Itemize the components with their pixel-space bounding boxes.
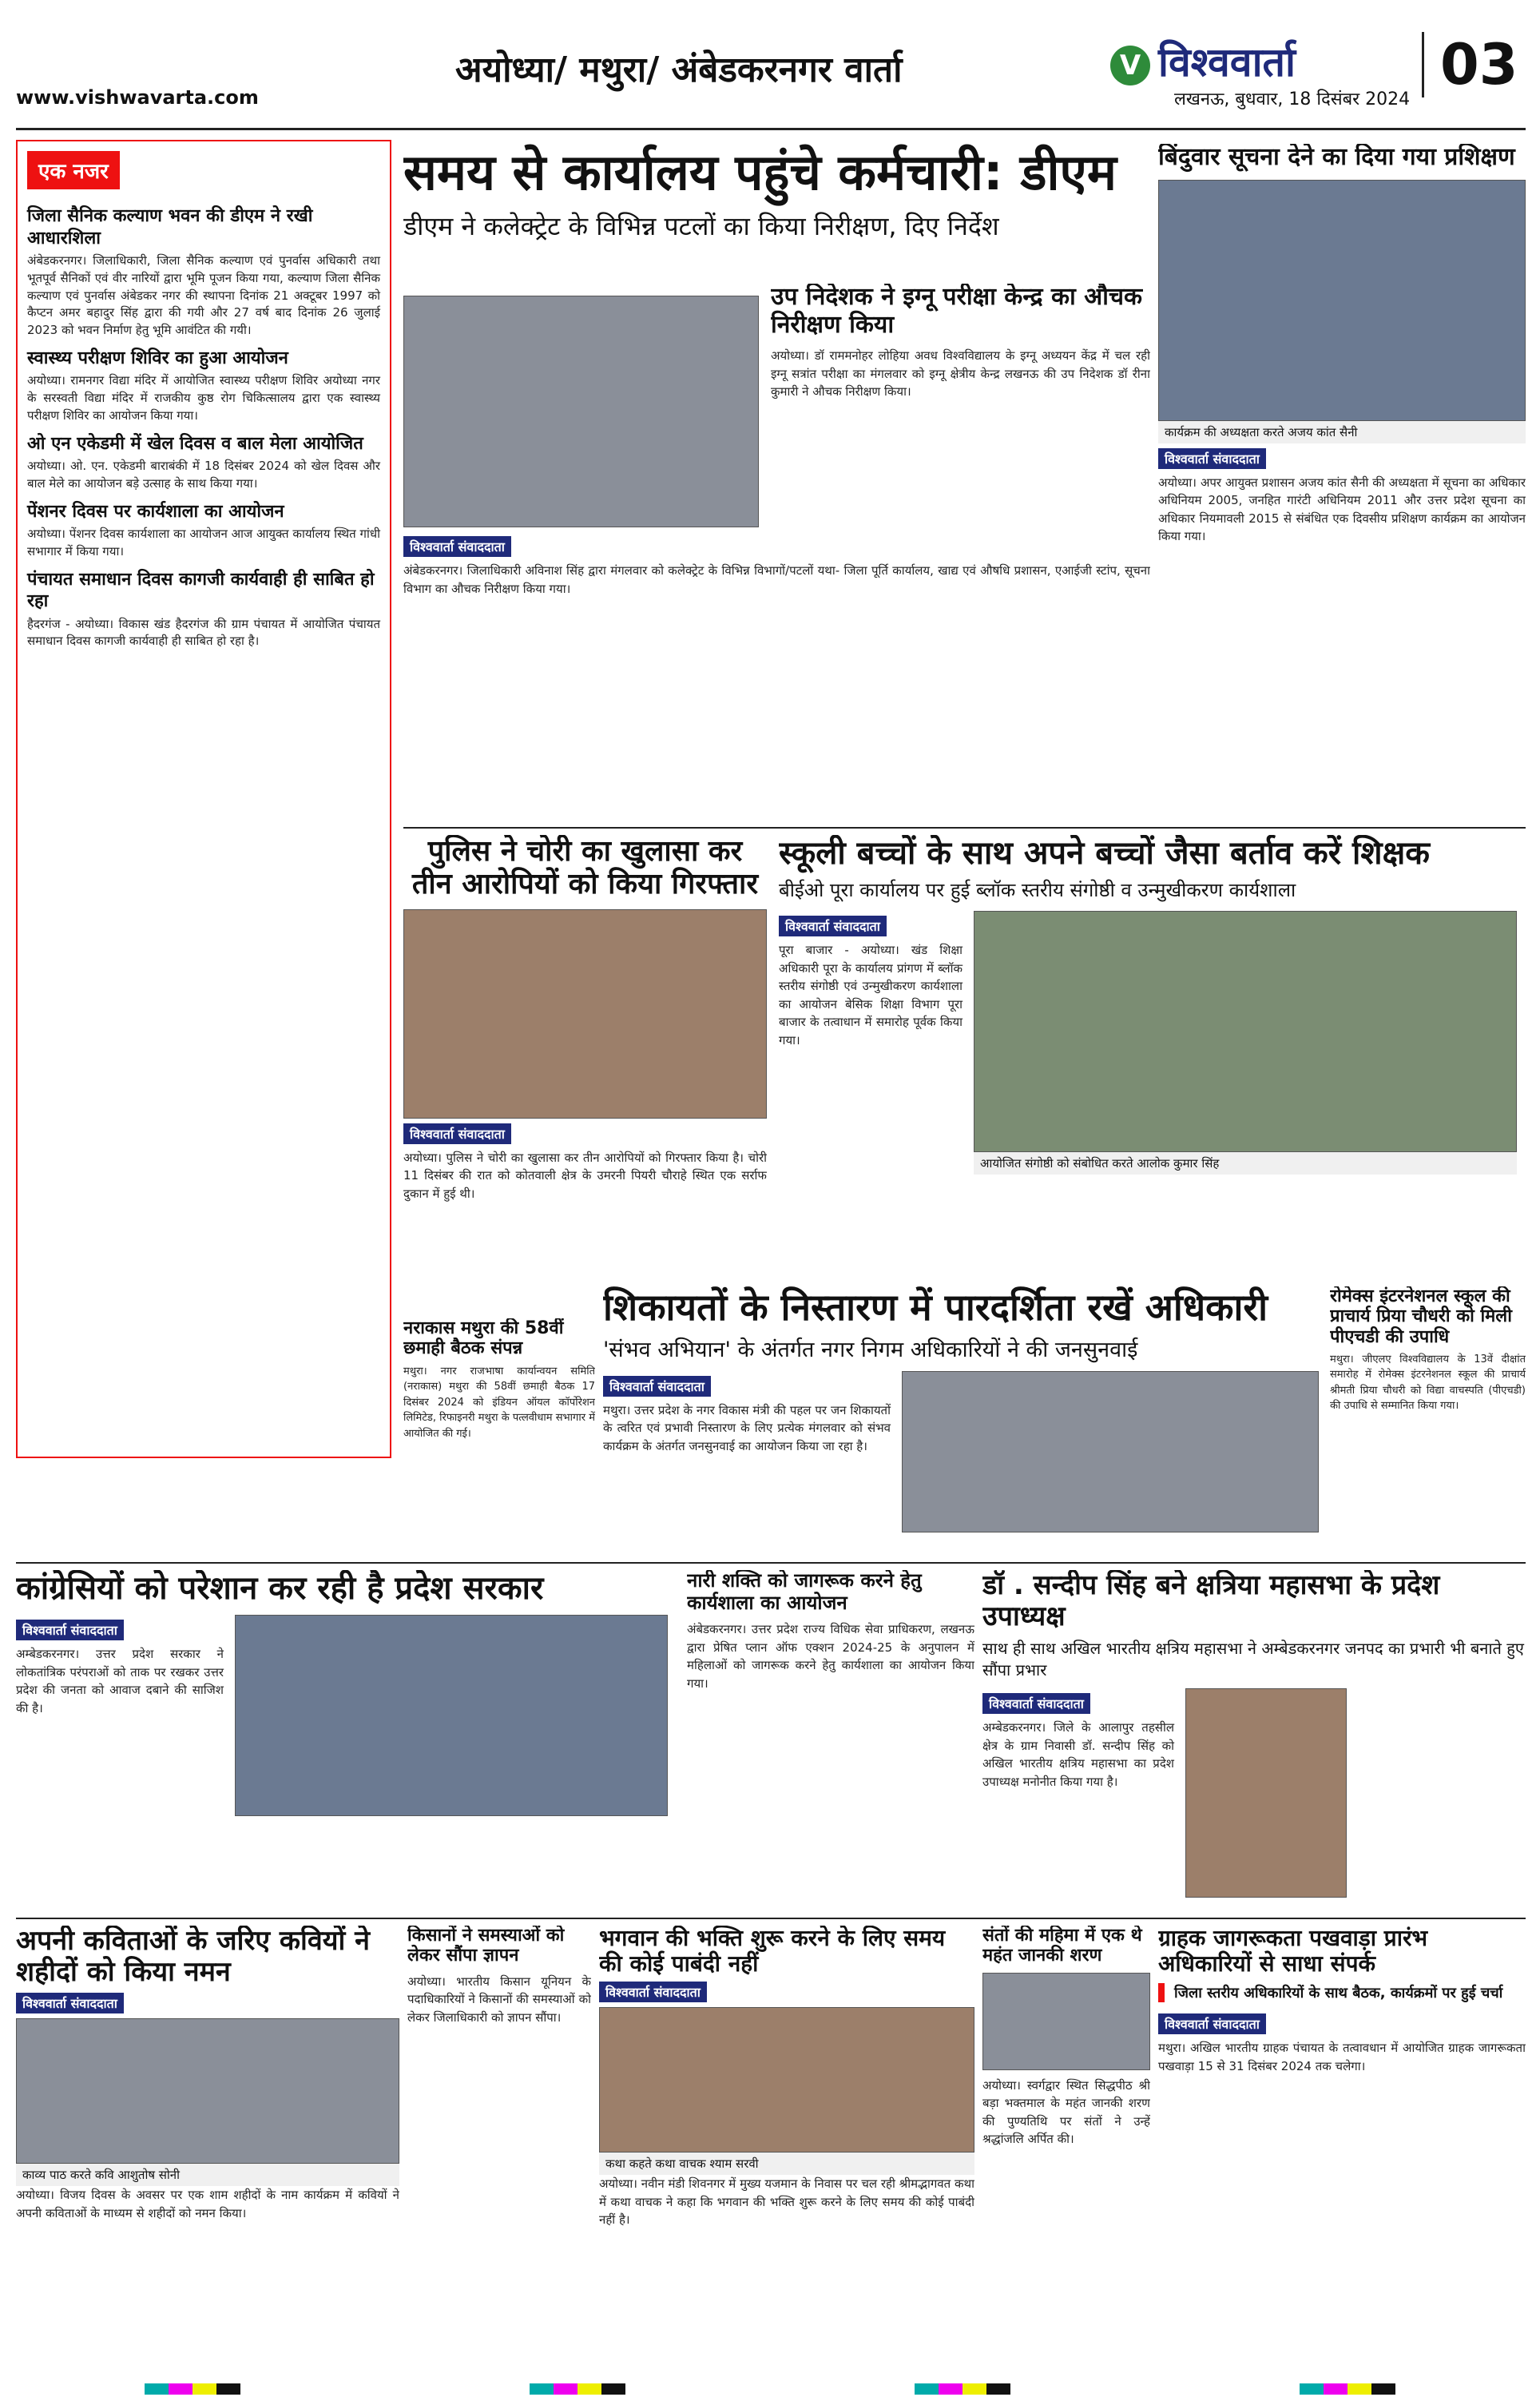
farmers-body: अयोध्या। भारतीय किसान यूनियन के पदाधिकारियों ने किसानों की समस्याओं को लेकर जिलाधिकारी को ज्ञापन सौंपा। <box>407 1974 591 2025</box>
lead-photo <box>403 296 759 527</box>
sidebar-tag: एक नजर <box>27 151 120 189</box>
saint-photo <box>982 1973 1150 2070</box>
congress-headline: कांग्रेसियों को परेशान कर रही है प्रदेश सरकार <box>16 1570 544 1607</box>
brief-body: अयोध्या। रामनगर विद्या मंदिर में आयोजित स्वास्थ्य परीक्षण शिविर अयोध्या नगर के सरस्वती विद्या मंदिर में राजकीय कुष्ठ रोग चिकित्सालय द्वारा एक स्वास्थ्य परीक्षण शिविर का आयोजन किया गया। <box>27 373 380 423</box>
ignou-body: अयोध्या। डॉ राममनोहर लोहिया अवध विश्वविद्यालय के इग्नू अध्ययन केंद्र में चल रही इग्नू सत्रांत परीक्षा का मंगलवार को इग्नू क्षेत्रीय केन्द्र लखनऊ की उप निदेशक डॉ रीना कुमारी ने औचक निरीक्षण किया। <box>771 348 1150 399</box>
brief-item <box>27 348 380 425</box>
dateline: लखनऊ, बुधवार, 18 दिसंबर 2024 <box>1174 89 1411 109</box>
police-body: अयोध्या। पुलिस ने चोरी का खुलासा कर तीन आरोपियों को गिरफ्तार किया है। चोरी 11 दिसंबर की रात को कोतवाली क्षेत्र के उमरनी पियरी चौराहे स्थित एक सर्राफ दुकान में हुई थी। <box>403 1150 767 1201</box>
complaints-photo <box>902 1371 1319 1532</box>
complaints-headline: शिकायतों के निस्तारण में पारदर्शिता रखें अधिकारी <box>603 1286 1268 1329</box>
ignou-article <box>771 284 1150 531</box>
police-photo <box>403 909 767 1119</box>
brand-name: विश्ववार्ता <box>1158 39 1296 85</box>
romex-headline: रोमेक्स इंटरनेशनल स्कूल की प्राचार्य प्रिया चौधरी को मिली पीएचडी की उपाधि <box>1330 1286 1512 1347</box>
farmers-article <box>407 1926 591 2373</box>
women-body: अंबेडकरनगर। उत्तर प्रदेश राज्य विधिक सेवा प्राधिकरण, लखनऊ द्वारा प्रेषित प्लान ऑफ एक्शन 2024-25 के अनुपालन में महिलाओं को जागरूक करने हेतु कार्यशाला का आयोजन किया गया। <box>687 1622 974 1691</box>
website-link[interactable]: www.vishwavarta.com <box>16 86 259 109</box>
police-headline: पुलिस ने चोरी का खुलासा कर तीन आरोपियों को किया गिरफ्तार <box>411 835 759 901</box>
ignou-headline: उप निदेशक ने इग्नू परीक्षा केन्द्र का औचक निरीक्षण किया <box>771 284 1143 339</box>
school-subheadline: बीईओ पूरा कार्यालय पर हुई ब्लॉक स्तरीय संगोष्ठी व उन्मुखीकरण कार्यशाला <box>779 879 1296 901</box>
school-headline: स्कूली बच्चों के साथ अपने बच्चों जैसा बर्ताव करें शिक्षक <box>779 835 1430 872</box>
women-article <box>687 1570 974 1914</box>
sandeep-article <box>982 1570 1526 1914</box>
page-number: 03 <box>1422 32 1518 97</box>
narakas-article <box>403 1318 595 1462</box>
congress-article <box>16 1570 679 1914</box>
bindu-article <box>1158 144 1526 823</box>
brief-title: स्वास्थ्य परीक्षण शिविर का हुआ आयोजन <box>27 348 288 368</box>
farmers-headline: किसानों ने समस्याओं को लेकर सौंपा ज्ञापन <box>407 1926 565 1966</box>
poets-article <box>16 1926 399 2373</box>
brief-item <box>27 501 380 561</box>
sandeep-subheadline: साथ ही साथ अखिल भारतीय क्षत्रिय महासभा ने अम्बेडकरनगर जनपद का प्रभारी भी बनाते हुए सौंपा प्रभार <box>982 1639 1524 1680</box>
police-byline: विश्ववार्ता संवाददाता <box>403 1123 511 1144</box>
sidebar-briefs <box>16 140 391 1458</box>
complaints-byline: विश्ववार्ता संवाददाता <box>603 1376 711 1397</box>
complaints-subheadline: 'संभव अभियान' के अंतर्गत नगर निगम अधिकारियों ने की जनसुनवाई <box>603 1337 1138 1362</box>
bhakti-headline: भगवान की भक्ति शुरू करने के लिए समय की कोई पाबंदी नहीं <box>599 1926 946 1978</box>
lead-article-header <box>403 144 1138 288</box>
consumer-headline: ग्राहक जागरूकता पखवाड़ा प्रारंभ अधिकारियों से साधा संपर्क <box>1158 1926 1428 1978</box>
lead-subheadline: डीएम ने कलेक्ट्रेट के विभिन्न पटलों का किया निरीक्षण, दिए निर्देश <box>403 211 999 242</box>
section-divider <box>16 1562 1526 1564</box>
consumer-byline: विश्ववार्ता संवाददाता <box>1158 2013 1266 2034</box>
bindu-byline: विश्ववार्ता संवाददाता <box>1158 448 1266 469</box>
police-article <box>403 835 767 1314</box>
complaints-body: मथुरा। उत्तर प्रदेश के नगर विकास मंत्री की पहल पर जन शिकायतों के त्वरित एवं प्रभावी निस्तारण के लिए प्रत्येक मंगलवार को संभव कार्यक्रम के अंतर्गत जनसुनवाई का आयोजन किया जा रहा है। <box>603 1402 891 1453</box>
section-divider <box>16 1918 1526 1919</box>
poets-body: अयोध्या। विजय दिवस के अवसर पर एक शाम शहीदों के नाम कार्यक्रम में कवियों ने अपनी कविताओं के माध्यम से शहीदों को नमन किया। <box>16 2188 399 2220</box>
bhakti-article <box>599 1926 974 2373</box>
saint-headline: संतों की महिमा में एक थे महंत जानकी शरण <box>982 1926 1142 1966</box>
brand-logo <box>1110 34 1296 88</box>
print-registration-bar <box>0 2377 1540 2401</box>
complaints-article <box>603 1286 1322 1558</box>
bhakti-byline: विश्ववार्ता संवाददाता <box>599 1982 707 2002</box>
brand-mark-icon: V <box>1110 46 1150 85</box>
congress-body: अम्बेडकरनगर। उत्तर प्रदेश सरकार ने लोकतांत्रिक परंपराओं को ताक पर रखकर उत्तर प्रदेश की जनता को आवाज दबाने की साजिश की है। <box>16 1647 224 1715</box>
header-rule <box>16 128 1526 130</box>
romex-article <box>1330 1286 1526 1558</box>
women-headline: नारी शक्ति को जागरूक करने हेतु कार्यशाला का आयोजन <box>687 1570 922 1614</box>
romex-body: मथुरा। जीएलए विश्वविद्यालय के 13वें दीक्षांत समारोह में रोमेक्स इंटरनेशनल स्कूल की प्राचार्य श्रीमती प्रिया चौधरी को विद्या वाचस्पति (पीएचडी) की उपाधि से सम्मानित किया गया। <box>1330 1353 1526 1413</box>
saint-article <box>982 1926 1150 2373</box>
registration-mark-icon <box>1300 2383 1395 2395</box>
brief-item <box>27 569 380 651</box>
poets-headline: अपनी कविताओं के जरिए कवियों ने शहीदों को किया नमन <box>16 1926 370 1989</box>
bhakti-photo <box>599 2007 974 2153</box>
sandeep-photo <box>1185 1688 1347 1898</box>
bindu-headline: बिंदुवार सूचना देने का दिया गया प्रशिक्षण <box>1158 144 1515 171</box>
sandeep-byline: विश्ववार्ता संवाददाता <box>982 1693 1090 1714</box>
consumer-side-note: जिला स्तरीय अधिकारियों के साथ बैठक, कार्यक्रमों पर हुई चर्चा <box>1158 1983 1526 2002</box>
brief-title: पेंशनर दिवस पर कार्यशाला का आयोजन <box>27 501 284 522</box>
brief-body: अयोध्या। ओ. एन. एकेडमी बाराबंकी में 18 दिसंबर 2024 को खेल दिवस और बाल मेले का आयोजन बड़े उत्साह के साथ किया गया। <box>27 459 380 491</box>
registration-mark-icon <box>530 2383 625 2395</box>
school-photo <box>974 911 1517 1152</box>
section-divider <box>403 827 1526 829</box>
brief-body: अंबेडकरनगर। जिलाधिकारी, जिला सैनिक कल्याण एवं पुनर्वास अधिकारी तथा भूतपूर्व सैनिकों एवं वीर नारियों द्वारा भूमि पूजन किया गया, कल्याण जिला सैनिक कल्याण एवं पुनर्वास अंबेडकर नगर की स्थापना दिनांक 21 अक्टूबर 1997 को कैप्टन अमर बहादुर सिंह द्वारा की गयी और 27 वर्ष बाद दिनांक 26 जुलाई 2023 को भवन निर्माण हेतु भूमि आवंटित की गयी। <box>27 253 380 337</box>
saint-body: अयोध्या। स्वर्गद्वार स्थित सिद्धपीठ श्री बड़ा भक्तमाल के महंत जानकी शरण की पुण्यतिथि पर संतों ने उन्हें श्रद्धांजलि अर्पित की। <box>982 2077 1150 2147</box>
narakas-body: मथुरा। नगर राजभाषा कार्यान्वयन समिति (नराकास) मथुरा की 58वीं छमाही बैठक 17 दिसंबर 2024 को इंडियन ऑयल कॉर्पोरेशन लिमिटेड, रिफाइनरी मथुरा के पत्लवीधाम सभागार में आयोजित की गई। <box>403 1365 595 1440</box>
lead-body: अंबेडकरनगर। जिलाधिकारी अविनाश सिंह द्वारा मंगलवार को कलेक्ट्रेट के विभिन्न विभागों/पटलों यथा- जिला पूर्ति कार्यालय, खाद्य एवं औषधि प्रशासन, एआईजी स्टांप, सूचना विभाग का औचक निरीक्षण किया गया। <box>403 563 1150 596</box>
lead-byline: विश्ववार्ता संवाददाता <box>403 536 511 557</box>
congress-byline: विश्ववार्ता संवाददाता <box>16 1620 124 1640</box>
brief-body: हैदरगंज - अयोध्या। विकास खंड हैदरगंज की ग्राम पंचायत में आयोजित पंचायत समाधान दिवस कागजी कार्यवाही ही साबित हो रहा है। <box>27 616 380 649</box>
poets-caption: काव्य पाठ करते कवि आशुतोष सोनी <box>16 2164 399 2186</box>
school-body: पूरा बाजार - अयोध्या। खंड शिक्षा अधिकारी पूरा के कार्यालय प्रांगण में ब्लॉक स्तरीय संगोष्ठी एवं उन्मुखीकरण कार्यशाला का आयोजन बेसिक शिक्षा विभाग पूरा बाजार के तत्वाधान में समारोह पूर्वक किया गया। <box>779 943 963 1047</box>
brief-item <box>27 433 380 493</box>
consumer-body: मथुरा। अखिल भारतीय ग्राहक पंचायत के तत्वावधान में आयोजित ग्राहक जागरूकता पखवाड़ा 15 से 31 दिसंबर 2024 तक चलेगा। <box>1158 2041 1526 2073</box>
bhakti-body: अयोध्या। नवीन मंडी शिवनगर में मुख्य यजमान के निवास पर चल रही श्रीमद्भागवत कथा में कथा वाचक ने कहा कि भगवान की भक्ति शुरू करने के लिए समय की कोई पाबंदी नहीं है। <box>599 2176 974 2228</box>
lead-headline: समय से कार्यालय पहुंचे कर्मचारी: डीएम <box>403 144 1117 201</box>
bhakti-caption: कथा कहते कथा वाचक श्याम सरवी <box>599 2153 974 2175</box>
registration-mark-icon <box>145 2383 240 2395</box>
brief-title: पंचायत समाधान दिवस कागजी कार्यवाही ही साबित हो रहा <box>27 569 375 611</box>
poets-byline: विश्ववार्ता संवाददाता <box>16 1993 124 2013</box>
section-title: अयोध्या/ मथुरा/ अंबेडकरनगर वार्ता <box>455 50 903 90</box>
brief-body: अयोध्या। पेंशनर दिवस कार्यशाला का आयोजन आज आयुक्त कार्यालय स्थित गांधी सभागार में किया गया। <box>27 527 380 559</box>
congress-photo <box>235 1615 668 1816</box>
consumer-article <box>1158 1926 1526 2373</box>
bindu-caption: कार्यक्रम की अध्यक्षता करते अजय कांत सैनी <box>1158 421 1526 443</box>
narakas-headline: नराकास मथुरा की 58वीं छमाही बैठक संपन्न <box>403 1318 564 1359</box>
sandeep-body: अम्बेडकरनगर। जिले के आलापुर तहसील क्षेत्र के ग्राम निवासी डॉ. सन्दीप सिंह को अखिल भारतीय क्षत्रिय महासभा का प्रदेश उपाध्यक्ष मनोनीत किया गया है। <box>982 1720 1174 1789</box>
masthead <box>0 0 1540 136</box>
school-byline: विश्ववार्ता संवाददाता <box>779 916 887 936</box>
school-article <box>779 835 1526 1282</box>
brief-title: ओ एन एकेडमी में खेल दिवस व बाल मेला आयोजित <box>27 433 363 454</box>
registration-mark-icon <box>915 2383 1010 2395</box>
lead-article-body <box>403 531 1150 819</box>
poets-photo <box>16 2018 399 2164</box>
brief-item <box>27 205 380 340</box>
brief-title: जिला सैनिक कल्याण भवन की डीएम ने रखी आधारशिला <box>27 206 313 248</box>
school-caption: आयोजित संगोष्ठी को संबोधित करते आलोक कुमार सिंह <box>974 1152 1517 1175</box>
bindu-photo <box>1158 180 1526 421</box>
sandeep-headline: डॉ . सन्दीप सिंह बने क्षत्रिया महासभा के प्रदेश उपाध्यक्ष <box>982 1570 1440 1633</box>
bindu-body: अयोध्या। अपर आयुक्त प्रशासन अजय कांत सैनी की अध्यक्षता में सूचना का अधिकार अधिनियम 2005, जनहित गारंटी अधिनियम 2011 और उत्तर प्रदेश सूचना का अधिकार नियमावली 2015 से संबंधित एक दिवसीय प्रशिक्षण कार्यक्रम का आयोजन किया गया। <box>1158 475 1526 543</box>
